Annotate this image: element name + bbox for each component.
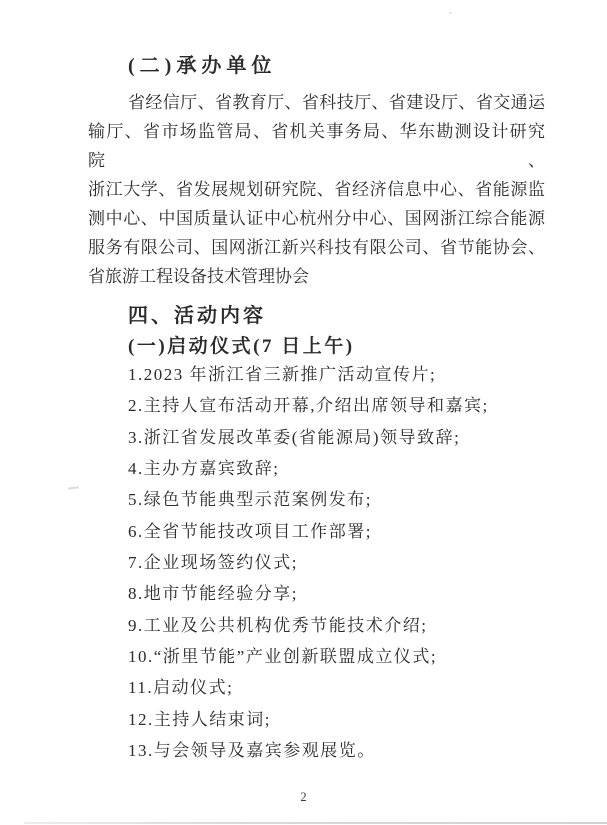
agenda-item: 13.与会领导及嘉宾参观展览。	[128, 741, 376, 761]
heading-activity-content: 四、活动内容	[128, 305, 266, 327]
agenda-item: 4.主办方嘉宾致辞;	[128, 459, 280, 479]
undertaker-units-paragraph	[88, 88, 545, 291]
paragraph-line: 浙江大学、省发展规划研究院、省经济信息中心、省能源监	[88, 180, 545, 199]
agenda-item: 11.启动仪式;	[128, 678, 234, 698]
agenda-item: 12.主持人结束词;	[128, 709, 271, 729]
heading-launch-ceremony: (一)启动仪式(7 日上午)	[128, 336, 355, 357]
document-content	[88, 0, 545, 766]
paragraph-line: 测中心、中国质量认证中心杭州分中心、国网浙江综合能源	[88, 209, 545, 228]
scan-artifact-speck	[449, 12, 452, 14]
agenda-item: 9.工业及公共机构优秀节能技术介绍;	[128, 615, 428, 635]
page-number: 2	[300, 790, 307, 804]
agenda-item: 1.2023 年浙江省三新推广活动宣传片;	[128, 365, 437, 384]
agenda-item: 5.绿色节能典型示范案例发布;	[128, 490, 372, 510]
agenda-item: 2.主持人宣布活动开幕,介绍出席领导和嘉宾;	[128, 396, 489, 416]
paragraph-line: 省旅游工程设备技术管理协会	[88, 267, 309, 286]
heading-undertaker-units: (二)承办单位	[128, 55, 277, 77]
agenda-item: 8.地市节能经验分享;	[128, 584, 298, 604]
agenda-item: 10.“浙里节能”产业创新联盟成立仪式;	[128, 647, 438, 667]
scan-artifact-bottom-edge	[24, 822, 607, 824]
scan-artifact-dash	[68, 486, 79, 489]
agenda-item: 6.全省节能技改项目工作部署;	[128, 521, 372, 541]
paragraph-line: 服务有限公司、国网浙江新兴科技有限公司、省节能协会、	[88, 238, 545, 257]
paragraph-line: 省经信厅、省教育厅、省科技厅、省建设厅、省交通运	[128, 93, 545, 112]
agenda-item: 3.浙江省发展改革委(省能源局)领导致辞;	[128, 427, 461, 447]
paragraph-line: 输厅、省市场监管局、省机关事务局、华东勘测设计研究院、	[88, 122, 545, 170]
agenda-item: 7.企业现场签约仪式;	[128, 553, 298, 573]
ceremony-agenda-list	[88, 359, 545, 766]
